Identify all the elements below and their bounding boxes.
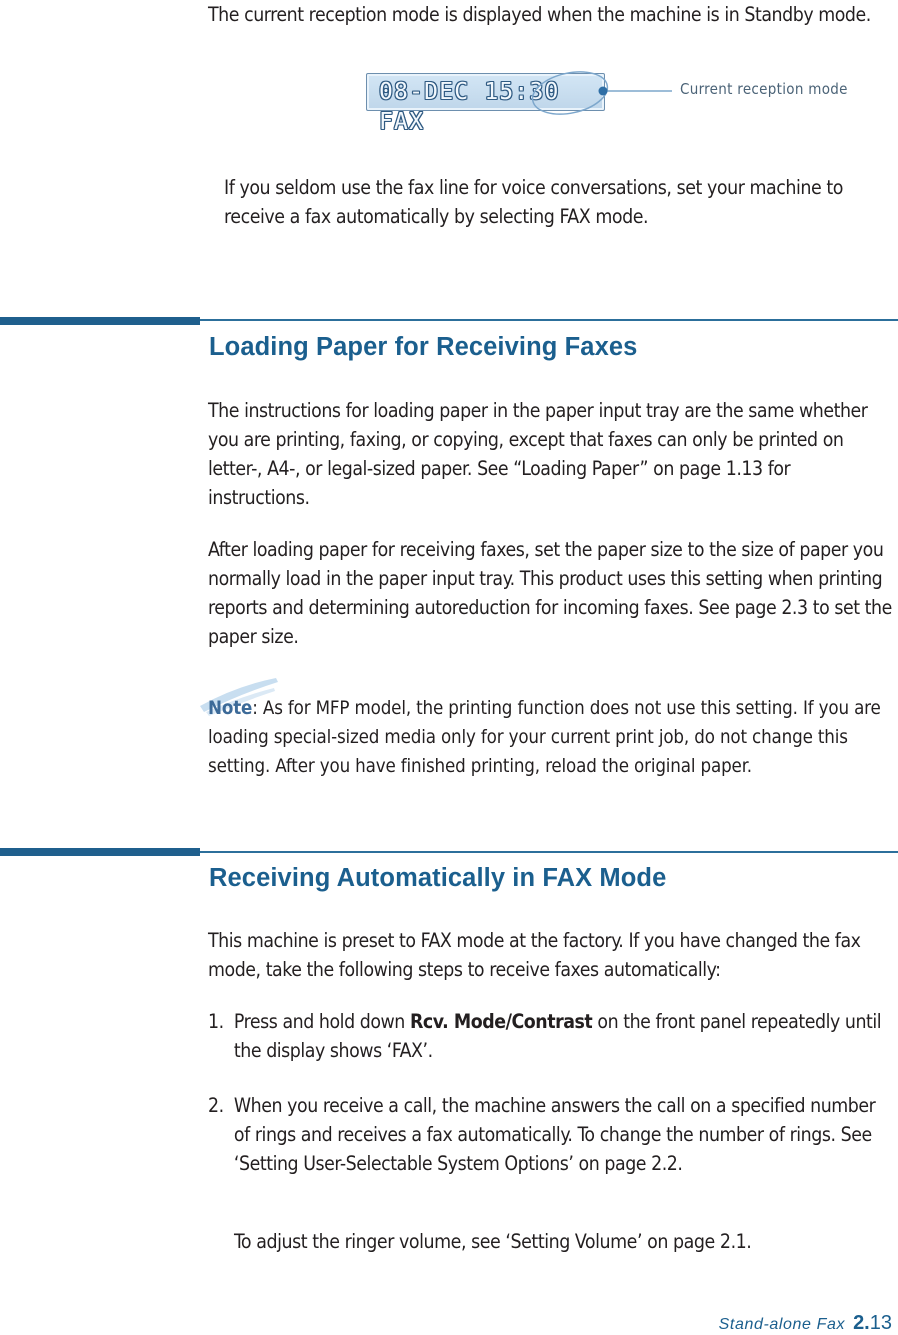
section-divider-bar: [0, 317, 200, 325]
section-divider-rule: [200, 851, 898, 853]
standby-paragraph: The current reception mode is displayed when the machine is in Standby mode.: [208, 3, 871, 26]
lcd-display: [366, 73, 605, 135]
step-2-number: 2.: [208, 1094, 224, 1117]
note-text: : As for MFP model, the printing function does not use this setting. If you are loading special-sized media only for your current print job, do not change this setting. After you have finished printing, reload the original paper.: [208, 698, 881, 777]
section-divider-bar: [0, 848, 200, 856]
footer-page-number: 13: [869, 1312, 892, 1334]
step-2-followup: To adjust the ringer volume, see ‘Setting Volume’ on page 2.1.: [234, 1230, 752, 1253]
loading-paper-paragraph-2: After loading paper for receiving faxes, set the paper size to the size of paper you normally load in the paper input tray. This product uses this setting when printing reports and determining autoreduction for incoming faxes. See page 2.3 to set the paper size.: [208, 538, 892, 648]
step-2: [208, 1091, 896, 1178]
lcd-display-text: 08-DEC 15:30 FAX: [379, 79, 560, 135]
section-heading-loading-paper: Loading Paper for Receiving Faxes: [209, 333, 638, 361]
footer-chapter-title: Stand-alone Fax: [718, 1316, 846, 1333]
step-1: [208, 1007, 896, 1065]
note-paragraph: [208, 694, 888, 781]
step-1-text-before: Press and hold down: [233, 1010, 410, 1033]
receiving-intro-paragraph: This machine is preset to FAX mode at the factory. If you have changed the fax mode, take the following steps to receive faxes automatically:: [208, 929, 861, 981]
tip-paragraph: If you seldom use the fax line for voice conversations, set your machine to receive a fax automatically by selecting FAX mode.: [224, 176, 844, 228]
footer-chapter-number: 2.: [853, 1312, 870, 1334]
step-2-text: When you receive a call, the machine answers the call on a specified number of rings and receives a fax automatically. To change the number of rings. See ‘Setting User-Selectable System Options’ on page 2.2.: [233, 1094, 876, 1175]
page-footer: [719, 1312, 892, 1335]
loading-paper-paragraph-1: The instructions for loading paper in the paper input tray are the same whether you are printing, faxing, or copying, except that faxes can only be printed on letter-, A4-, or legal-sized paper. See “Loading Paper” on page 1.13 for instructions.: [208, 399, 868, 509]
callout-label: Current reception mode: [680, 80, 848, 98]
note-label: Note: [208, 698, 253, 719]
step-1-text-after: on the front panel repeatedly until the display shows ‘FAX’.: [233, 1010, 882, 1062]
section-divider-rule: [200, 319, 898, 321]
rcv-mode-contrast-key: Rcv. Mode/Contrast: [409, 1010, 593, 1033]
step-1-number: 1.: [208, 1010, 224, 1033]
section-heading-receiving-automatically: Receiving Automatically in FAX Mode: [209, 864, 667, 892]
